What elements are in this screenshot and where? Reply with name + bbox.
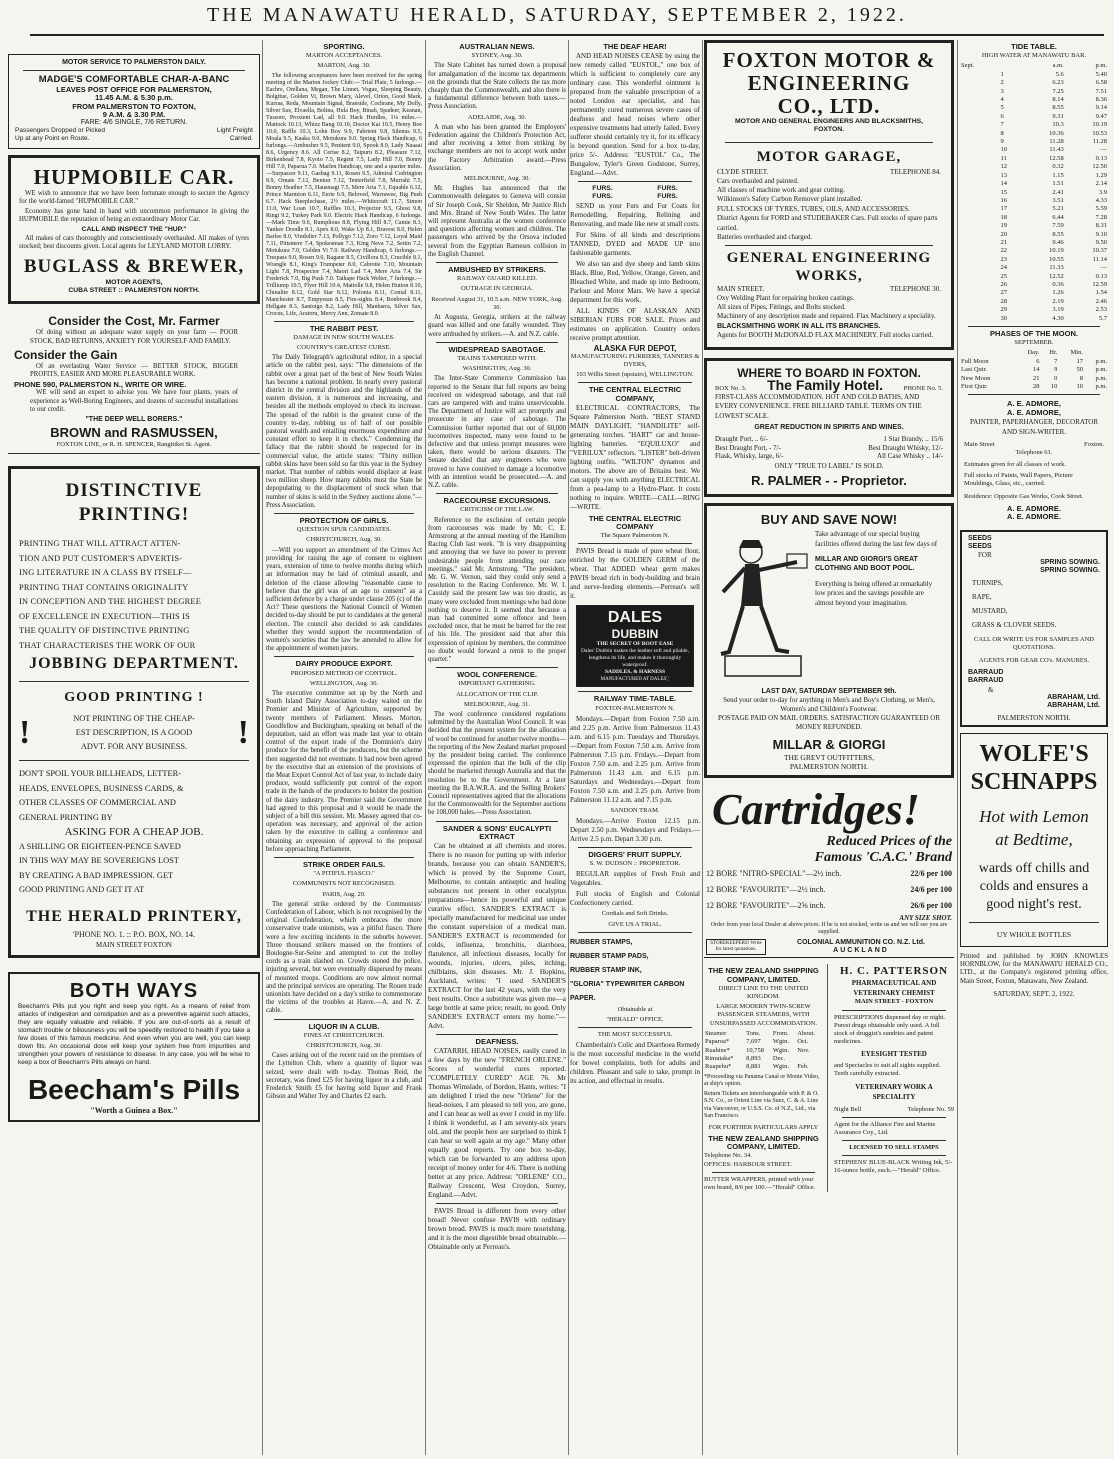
tide-row [960, 138, 1108, 146]
tide-cell [960, 163, 999, 171]
ship-cell: Ruahine* [705, 1046, 730, 1054]
tide-cell [960, 264, 999, 272]
tide-cell: 5.59 [1095, 205, 1107, 213]
tide-cell: 9.10 [1095, 230, 1107, 238]
tide-cell: 10.53 [1092, 129, 1107, 137]
tide-row [960, 306, 1108, 314]
tide-row [960, 88, 1108, 96]
tide-cell [960, 71, 999, 79]
tide-cell: 2.14 [1095, 180, 1107, 188]
masthead-rule [30, 34, 1104, 36]
tide-cell [960, 146, 999, 154]
moon-cell: 21 [1032, 374, 1040, 382]
ship-header: About. [797, 1029, 816, 1037]
tide-table: Sept. a.m. p.m. 1 5.6 5.40 2 6.23 6.58 3 7.25 7.51 4 8.14 8.36 5 8.55 9.14 6 9.31 9.47 7 10.3 10.19 8 10.36 10.53 9 11.28 11.28 10 11.43 — 11 12.58 0.13 12 0.32 12.50 13 1.15 1.29 14 1.51 2.14 15 2.41 3.9 16 3.51 4.33 17 5.21 5.59 18 6.44 7.28 19 7.59 8.31 20 8.55 9.10 21 9.46 9.50 22 10.19 10.37 23 10.55 11.14 24 11.33 — 25 12.52 0.13 26 0.36 12.59 27 1.26 1.54 28 2.19 2.46 29 3.19 2.53 30 4.30 5.7 [961, 62, 1107, 322]
ship-cell: Ruapehu* [705, 1063, 732, 1071]
moon-cell: 6 [1036, 357, 1040, 365]
tide-cell: 5.7 [1098, 314, 1107, 322]
tide-cell: 18 [1000, 213, 1007, 221]
column-rule [425, 40, 426, 1455]
printing-line: IN CONCEPTION AND THE HIGHEST DEGREE [19, 597, 202, 607]
tide-cell [960, 113, 999, 121]
moon-cell [960, 349, 1016, 357]
ship-cell: Wgtn. [772, 1038, 789, 1046]
steamer-table [704, 1030, 823, 1072]
seed-item: GRASS & CLOVER SEEDS. [972, 620, 1057, 629]
column-rule [957, 40, 958, 1455]
tide-cell: 9.31 [1052, 112, 1064, 120]
tide-cell [960, 205, 999, 213]
printing-line: OF EXCELLENCE IN EXECUTION—THIS IS [19, 611, 191, 621]
tide-cell: 3.51 [1052, 196, 1064, 204]
tide-cell: 9.47 [1095, 112, 1107, 120]
tide-row [960, 264, 1108, 272]
tide-cell: 12.58 [1049, 154, 1064, 162]
tide-cell: 12 [1000, 163, 1007, 171]
column-3: AUSTRALIAN NEWS. SYDNEY, Aug. 30. The State Cabinet has turned down a proposal for amalgamation of the income tax departments on the grounds that the State collects the tax more cheaply than the Commonwealth, and also there is a fundamental difference between both taxes.—Press Association. ADELAIDE, Aug. 30. A man who has been granted the Employers' Federation against the Children's Protection Act, and after receiving a letter from striking by exchange members are not to accept work under the Factory Arbitration award.—Press Association. MELBOURNE, Aug. 30. Mr. Hughes has announced that the Commonwealth delegates to Geneva will consist of Sir Joseph Cook, Sir Sheldon, Mr Justice Rich and Mrs. Brand of New South Wales. The latter will represent Australia at the women conference and questions affecting women and children. The passengers who arrived by the Orsova included several from the Egyptian Rameses collision in the English Channel. AMBUSHED BY STRIKERS. RAILWAY GUARD KILLED. OUTRAGE IN GEORGIA. Received August 31, 10.5 a.m. NEW YORK, Aug. 30. At Augusta, Georgia, strikers at the railway guard was killed and one fatally wounded. They were ambushed by strikers.—A. and N.Z. cable. WIDESPREAD SABOTAGE. TRAINS TAMPERED WITH. WASHINGTON, Aug. 30. The Inter-State Commerce Commission has reported to the Senate that full reports are being received on widespread sabotage, and that rail cars are tampered with and trains unserviceable. The Department of Justice will act promptly and prosecute in any case of sabotage. The Commission further reported that out of 60,000 locomotives inspected, many were found to be defective and that unless prompt measures were taken, there would be serious disasters. The Senate decided that any engineers who were proved to have connived to damage a locomotive with an intention would be prosecuted.—A. and N.Z. cable. RACECOURSE EXCURSIONS. CRITICISM OF THE LAW. Reference to the exclusion of certain people from racecourses was made by Mr. C. E. Armstrong at the annual meeting of the Hamilton Racing Club last week. "It is very disappointing and annoying that we have no power to prevent undesirable people from attending our race meetings," said Mr. Armstrong. "The president, Mr. G. W. Vernon, said they could only send a resolution to the Racing Conference. Mr. W. I. Cassidy said the present law was too drastic, as many were excluded from meetings who had done nothing to deserve it. It seemed that because a man had committed some offence and been excluded once, that he must be barred for the rest of his life. The president said that after this expression of opinion by members, the committee no doubt would forward a remit to the proper quarter." WOOL CONFERENCE. IMPORTANT GATHERING. ALLOCATION OF THE CLIP. MELBOURNE, Aug. 31. The wool conference considered regulations submitted by the Australian Wool Council. It was decided that the present system for the allocation of wool be continued for another twelve months—the reporting of the New Zealand market proposed by the president being carried. The conference expressed the opinion that the bulk of the clip should be marketed through Australia and that the resolution be to the Government. At a later meeting the B.A.W.R.A. and the Selling Brokers' Council representatives agreed that the allocations for the Commonwealth for the September auctions be 108,000 bales.—Press Association. SANDER & SONS' EUCALYPTI EXTRACT Can be obtained at all chemists and stores. There is no reason for putting up with inferior brands, because you can obtain SANDER'S, which is proved by the Supreme Court, Melbourne, to contain antiseptic and healing substances not present in other eucalyptus preparations—hence its powerful and unique curative effect. SANDER'S EXTRACT is specially manufactured for medicinal use under the constant supervision of a medical man. SANDER'S EXTRACT is recommended for colds, influenza, bronchitis, diarrhoea, flatulence, all infectious diseases, locally for wounds, injuries, ulcers, piles, itching, chilblains, skin diseases. Mr. J. Hopkins, Auckland, writes: "I used SANDER'S EXTRACT for the last 42 years, with the very best results. Once a substitute was given me—a large bottle at same price; result, no good. Only SANDER'S EXTRACT enters my home."—Advt. DEAFNESS. CATARRH, HEAD NOISES, easily cured in a few days by the new "FRENCH ORLENE." Scores of wonderful cures reported. "COMPLETELY CURED" AGE 76. Mr Thomas Wimslade, of Bordon, Hants, writes: "I am delighted I tried the new "Orlene" for the head-noises, I am pleased to tell you, are gone, and I can hear as well as ever I could in my life. I think it wonderful, as I am seventy-six years old, and the people here are surprised to think I can hear so well again at my age." Many other equally good reports. Try one box to-day, which can be forwarded to any address upon receipt of money order for 4/6. There is nothing better at any price. Address: "ORLENE" CO., Railway Crescent, West Croydon, Surrey, England.—Advt. PAVIS Bread is different from every other bread! Never confuse PAVIS with ordinary brown bread. PAVIS is much more nourishing, and it is the most digestible bread obtainable.—Obtainable only at Perreau's. [428, 42, 566, 1252]
tide-cell: 22 [1000, 247, 1007, 255]
tide-cell [960, 239, 999, 247]
tide-cell [960, 121, 999, 129]
tide-cell: 23 [1000, 255, 1007, 263]
tide-row [960, 197, 1108, 205]
tide-row [960, 104, 1108, 112]
tide-row [960, 189, 1108, 197]
tide-cell [960, 79, 999, 87]
printing-line: ING LITERATURE IN A CLASS BY ITSELF— [19, 568, 192, 578]
tide-row [960, 96, 1108, 104]
moon-cell: p.m. [1095, 366, 1107, 374]
column-2: SPORTING. MARTON ACCEPTANCES. MARTON, Aug. 30. The following acceptances have been received for the spring meeting of the Marton Jockey Club:— Trial Plate, 5 furlongs.—Eachre, Orellana, Megan, The Linnet, Vogue, Sleeping Beauty, Bolgitue, Golden Vi, Brown Mary, Alevel, Orion, Good Mark, Kurraa, Reda, Mountain Signal, Braeside, Cochrane, My Dolly, Silver Sax, Elvaella, Bolina, Hula Boy, Binah, Spadeer, Keanan, Tussore, Proxient Lad, all 9.0. Hack Hurdles, 1¼ miles.—Mattock 10.13, Whizz Bang 10.10, Doctor Kai 10.5, Henry Boe 10.0, Raffle 10.3, Lohn Boy 9.9, Fabrient 9.8, Silenus 9.5, Moala 9.5, Kaaka 9.0, Motukura 9.0. Spring Hack Handicap, 6 furlongs.—Ambusher 9.5, Penitent 9.0, Spook 8.9, Lady Naaaai 8.6, Urgency 8.6. All Cerise 8.2, Taipuru 8.2, Pleasure 7.12, Birkenhead 7.8, Kyoto 7.5, Regent 7.5, Lady Hill 7.0, Bonny Hill 7.0, Paparua 7.0. Marlen Handicap, one and a quarter miles.—Surpassor 9.11, Gasbag 9.11, Rosen 9.5, Admiral Codrington 8.9, Ornate 7.12, Benton 7.12, Tenterfield 7.8, Murrahi 7.5, Bonny Heather 7.5, Hausmagi 7.5, Mere Aria 7.1, Equable 6.12, Prince Marmion 6.11, Eerie 6.9, Beloved, Warrawee, Big Push 6.7. Hack Steeplechase, 2½ miles.—Whitecraft 11.7, Simon 11.0, War Loan 10.7, Raffles 10.3, Projector 9.5, Ghost 9.8, Ringi 9.2, Turkey Park 9.0. Electric Hack Handicap, 6 furlongs.—Mark Time 9.6, Rumplious 8.8, Flying Hill 8.7, Camie 8.3, Yankee Doodle 8.1, Apex 8.0, Wake Up 8.1, Bravest 8.0, Helen Barlee 8.0, Vindolier 7.13, Pollygo 7.12, Zoro 7.12, Loyal Maid 7.11, Pittsmere 7.4, Spokesman 7.3, King Neva 7.2, Seitin 7.2, Motukura 7.0, Golden Vi 7.0. Railway Handicap, 6 furlongs.—Trespass 9.0, Rosen 9.0, Ragane 8.5, Civillora 8.3, Crucible 8.1, Wrangle 8.1, King's Trumpeter 8.0, Cabrotie 7.10, Mountain Light 7.8, Prospector 7.4, Maori Lad 7.4, Mere Aria 7.4, Sir Frederick 7.0, Big Push 7.0. Taihape Hack Welter, 7 furlongs.—Trilliump 10.5, Flyer Hill 10.4, Mattolle 9.8, Helen Hutton 8.10, Chinalite 8.12, Gold Star 8.12, Polonia 8.11, Conial 8.11, Manchester 8.7, Empyrean 8.5, Fire-sights 8.4, Bonbrook 8.4, Hellgate 8.3, Santoigo 8.2, Lady Hill, Manbarra, Silver Sax, Crocus, Life, Aratoru, Mercy Ann, Zomate 8.0. THE RABBIT PEST. DAMAGE IN NEW SOUTH WALES. COUNTRY'S GREATEST CURSE. The Daily Telegraph's agricultural editor, in a special article on the rabbit pest, says: "The dimensions of the rabbit over a great part of the best of New South Wales has become a national problem. In nearly every pastoral district in the central division and the highlands of the eastern division, it is numerous and increasing, and besides all the methods employed to check its increase. The spread of the rabbit is the greatest curse of the country to-day, robbing us of half of our possible pastoral wealth and entailing enormous expenditure and constant effort to keep it in check." Condemning the fallacy that the rabbit should be respected for its commercial value, the article states: "Thirty million rabbit skins have been sold so far this year in the Sydney market. That number of rabbits would displace at least two million sheep. How many rabbits must the State be depopulating to the displacement of stock when that number of skins is sold in the Sydney auctions alone."—Press Association. PROTECTION OF GIRLS. QUESTION SPUR CANDIDATES. CHRISTCHURCH, Aug. 30. —Will you support an amendment of the Crimes Act providing for raising the age of consent to eighteen years, extension of time to twelve months during which an information may be laid of criminal assault, and deletion of the clause allowing "reasonable cause to believe that the girl was of an age to consent" as a sufficient defence by a charge under clause 205 (c) of the Act? These questions the National Council of Women decided to-day should be put to candidates at the general election. The council also decided to ask candidates whether they would support the recommendation of women's societies that the law be amended to allow for the appointment of women jurors. DAIRY PRODUCE EXPORT. PROPOSED METHOD OF CONTROL. WELLINGTON, Aug. 30. The executive committee set up by the North and South Island Dairy Association to-day waited on the Premier and Minister of Agriculture, supported by twenty members of Parliament. Messrs. Morton, Goodfellow and Buckingham, speaking on behalf of the deputation, said an effort was made last year to obtain control of the export trade of the Dominion's dairy produce for the benefit of the producers, but the scheme then suggested did not eventuate. It had now been agreed by the executive that an extension of the provisions of the Meat Export Control Act of last year, to include dairy produce, would sufficiently put control of the export trade in the hands of the producers to bolster the position of the dairy industry. The Premier said the Government had agreed to this proposal and it would be made the subject of a bill this session. Mr. Massey agreed that co-operation was necessary, and approval of the action taken by the executive in calling a conference and obtaining an expression of approval to the proposal before approaching Parliament. STRIKE ORDER FAILS. "A PITIFUL FIASCO." COMMUNISTS NOT RECOGNISED. PARIS, Aug. 29. The general strike ordered by the Communists' Confederation of Labour, which is not recognised by the original Confederation, which embraces the more conservative trade unionists, was a pitiful fiasco. There were a few exciting incidents in the suburbs however. Three thousand strikers massed on the frontiers of Boulogne-Sur-Seine and attempted to cut the trolley cords as a train slashed on. Crowds stoned the police, injuring several, but were eventually dispersed by means of mounted troops. Conditions are now almost normal and the principal services are operating. The Rouen trade unionists have decided on a day's strike to commemorate the victims of the troubles at Havre.—A. and N. Z. cable. LIQUOR IN A CLUB. FINES AT CHRISTCHURCH. CHRISTCHURCH, Aug. 30. Cases arising out of the recent raid on the premises of the Lyttelton Club, where a quantity of liquor was seized, were dealt with to-day. Thomas Reid, the secretary, was fined £25 for having liquor in a club, and Frederick Smith £5 for having sold liquor and Frank Gibson and Walter Tey and Charles £2 each. [266, 42, 422, 1101]
tide-cell: 10.37 [1092, 247, 1107, 255]
tide-cell [960, 273, 999, 281]
column-1 [8, 40, 260, 1455]
tide-cell: 28 [1000, 297, 1007, 305]
printing-line: BY CREATING A BAD IMPRESSION. GET [19, 870, 174, 880]
tide-row [960, 71, 1108, 79]
tide-cell: 9.50 [1095, 238, 1107, 246]
tide-cell [960, 180, 999, 188]
tide-cell: 6.23 [1052, 79, 1064, 87]
tide-cell: 6 [1000, 112, 1004, 120]
tide-cell: 12.50 [1092, 163, 1107, 171]
beecham-pills-ad: BOTH WAYS Beecham's Pills put you right and keep you right. As a means of relief from attacks of indigestion and constipation and as a preventive against such attacks, they are equally valuable and reliable. If you are out-of-sorts as a result of stomach trouble or biliousness you will be speedily restored to health if you take a few doses of this famous medicine. And even when you are well, you can keep down fits. An occasional dose will keep your system free from impurities and strengthen your powers of resistance to disease. In any case, you will be wise to keep a box of Beecham's Pills always on hand. Beecham's Pills "Worth a Guinea a Box." [8, 972, 260, 1122]
column-4: THE DEAF HEAR! AND HEAD NOISES CEASE by using the new remedy called "EUSTOL," one box of which is sufficient to completely cure any ordinary case. This wonderful ointment is prepared from the valuable prescription of a noted London ear specialist, and has permanently cured numerous severe cases of deafness and head noises where other expensive treatments had utterly failed. Every sufferer should certainly try it, for its efficacy is beyond question. Send for a box to-day, price 5/-. Address: "EUSTOL" Co., The Bungalow, Tyler's Green Godstone, Surrey, England.—Advt. FURS. FURS. FURS. FURS. SEND us your Furs and Fur Coats for Remodelling, Repairing, Relining and Renovating, and made like new at small costs. Fur Skins of all kinds and descriptions TANNED, DYED and MADE UP into fashionable garments. We also tan and dye sheep and lamb skins Black, Blue, Red, Yellow, Orange, Green, and Bleached White, and made up into Bedroom, Parlour and Motor Mats. We have a special department for this work. ALL KINDS OF ALASKAN AND SIBERIAN FURS FOR SALE. Prices and estimates on application. Country orders receive prompt attention. ALASKA FUR DEPOT, MANUFACTURING FURRIERS, TANNERS & DYERS, 103 Willis Street (upstairs), WELLINGTON. THE CENTRAL ELECTRIC COMPANY, ELECTRICAL CONTRACTORS, The Square Palmerston North. "BEST STAND MAIN DAYLIGHT, "HANDILITE" self-generating torches. "HART" car and house-lighting batteries. "EQUILUXO" and "VERILUX" reflectors. "LISTER" belt-driven lighting outfits. "WILTON" dynamos and motors. The above are of Britains best. We can supply you with anything ELECTRICAL from a pea-lamp to a Hydro-Plant. It costs nothing to inquire. WRITE—CALL—RING—WRITE. THE CENTRAL ELECTRIC COMPANY The Square Palmerston N. PAVIS Bread is made of pure wheat flour, enriched by the GOLDEN GERM of the wheat. That ADDED wheat germ makes PAVIS bread rich in body-building and brain and nerve-feeding elements.—Perreau's sell it. DALES DUBBIN THE SECRET OF BOOT EASE Dales' Dubbin makes the leather soft and pliable, lengthens its life, and makes it thoroughly waterproof. SADDLES, & HARNESS MANUFACTURED AT DALES',' RAILWAY TIME-TABLE. FOXTON-PALMERSTON N. Mondays.—Depart from Foxton 7.50 a.m. and 2.25 p.m. Arrive from Palmerston 11.43 a.m. and 6.15 p.m. Tuesdays and Thursdays.—Depart from Foxton 7.50 a.m. Arrive from Palmerston 7.15 p.m. Fridays.—Depart from Foxton 7.50 a.m. and 2.25 p.m. Arrive from Palmerston 11.43 a.m. and 6.15 p.m. Saturdays and Wednesdays.—Depart from Foxton 7.50 a.m. and 2.25 p.m. Arrive from Palmerston 11.12 a.m. and 7.15 p.m. SANDON TRAM. Mondays.—Arrive Foxton 12.15 p.m. Depart 2.50 p.m. Wednesdays and Fridays.—Arrive 2.5 p.m. Depart 3.30 p.m. DIGGERS' FRUIT SUPPLY. S. W. DUDSON :: PROPRIETOR. REGULAR supplies of Fresh Fruit and Vegetables. Full stocks of English and Colonial Confectionery carried. Cordials and Soft Drinks. GIVE US A TRIAL. RUBBER STAMPS, RUBBER STAMP PADS, RUBBER STAMP INK, "GLORIA" TYPEWRITER CARBON PAPER. Obtainable at "HERALD" OFFICE. THE MOST SUCCESSFUL Chamberlain's Colic and Diarrhoea Remedy is the most successful medicine in the world for bowel complaints, both for adults and children. Pleasant and safe to take, prompt in its action, and effectual in results. [570, 42, 700, 1086]
tide-cell [960, 189, 999, 197]
ship-cell: 8,881 [746, 1063, 761, 1071]
ship-cell: 8,893 [746, 1054, 761, 1062]
tide-cell: 11 [1000, 154, 1007, 162]
tide-cell: 8 [1000, 129, 1004, 137]
moon-cell: 0 [1054, 374, 1058, 382]
moon-header: Day. [1027, 349, 1040, 357]
printing-line: PRINTING THAT WILL ATTRACT ATTEN- [19, 539, 181, 549]
tide-cell [960, 172, 999, 180]
ship-cell: Wgtn. [772, 1063, 789, 1071]
tide-cell: 26 [1000, 280, 1007, 288]
foxton-motor-ad: FOXTON MOTOR & ENGINEERING CO., LTD. MOTOR AND GENERAL ENGINEERS AND BLACKSMITHS, FOXTON. MOTOR GARAGE, CLYDE STREET. TELEPHONE 84. Cars overhauled and painted. All classes of machine work and gear cutting. Wilkinson's Safety Carbon Remover plant installed. FULL STOCKS OF TYRES, TUBES, OILS, AND ACCESSORIES. District Agents for FORD and STUDEBAKER Cars. Full stocks of spare parts carried. Batteries overhauled and charged. GENERAL ENGINEERING WORKS, MAIN STREET. TELEPHONE 30. Oxy Welding Plant for repairing broken castings. All sizes of Pipes, Fittings, and Bolts stocked. Machinery of any description made and repaired. Flax Machinery a speciality. BLACKSMITHING WORK IN ALL ITS BRANCHES. Agents for BOOTH McDONALD FLAX MACHINERY. Full stocks carried. [704, 40, 954, 350]
moon-cell: 28 [1032, 383, 1040, 391]
tide-cell: 2 [1000, 79, 1004, 87]
seed-item: RAPE, [972, 592, 992, 601]
tide-cell: 0.32 [1052, 163, 1064, 171]
tide-cell: 30 [1000, 314, 1007, 322]
ship-row [704, 1047, 823, 1055]
printing-line: THAT CHARACTERISES THE WORK OF OUR [19, 640, 196, 650]
tide-cell: 8.31 [1095, 222, 1107, 230]
tide-cell: 1 [1000, 70, 1004, 78]
tide-row [960, 155, 1108, 163]
tide-cell: 15 [1000, 188, 1007, 196]
moon-cell: New Moon [961, 374, 991, 382]
moon-cell: 17 [1076, 357, 1083, 365]
tide-cell: 0.13 [1095, 154, 1107, 162]
tide-cell: 9.14 [1095, 104, 1107, 112]
ship-cell: Oct. [797, 1038, 809, 1046]
tide-cell: 10.36 [1049, 129, 1064, 137]
tide-cell: 3.19 [1052, 306, 1064, 314]
printing-line: GENERAL PRINTING BY [19, 812, 113, 822]
ship-cell: Paparoa* [705, 1038, 730, 1046]
ship-cell: Rimutaka* [705, 1054, 734, 1062]
tide-cell: 24 [1000, 264, 1007, 272]
tide-cell [960, 222, 999, 230]
tide-cell: 4.30 [1052, 314, 1064, 322]
tide-cell: 6.44 [1052, 213, 1064, 221]
admore-painter-ad: A. E. ADMORE, A. E. ADMORE, PAINTER, PAPERHANGER, DECORATOR AND SIGN-WRITER. Main Street Foxton. Telephone 61. Estimates given for all classes of work. Full stocks of Paints, Wall Papers, Picture Mouldings, Glass, etc., carried. Residence: Opposite Gas Works, Cook Street. A. E. ADMORE. A. E. ADMORE. [964, 399, 1104, 522]
nz-shipping-ad: THE NEW ZEALAND SHIPPING COMPANY, LIMITED. DIRECT LINE TO THE UNITED KINGDOM. LARGE MODERN TWIN-SCREW PASSENGER STEAMERS, WITH UNSURPASSED ACCOMMODATION. Steamer Tons. From. About. Paparoa* 7,697 Wgtn. Oct. Ruahine* 10,758 Wgtn. Nov. Rimutaka* 8,893 Dec. Ruapehu* 8,881 Wgtn. Feb. *Proceeding via Panama Canal or Monte Video, at ship's option. Return Tickets are interchangeable with P. & O. S.N. Co., or Orient Line via Suez, C. & A. Line via Vancouver, or U.S.S. Co. of N.Z., Ltd., via San Francisco. FOR FURTHER PARTICULARS APPLY THE NEW ZEALAND SHIPPING COMPANY, LIMITED. Telephone No. 34. OFFICES: HARBOUR STREET. BUTTER WRAPPERS, printed with your own brand, 8/6 per 100.—"Herald" Office. [704, 964, 828, 1191]
tide-row [960, 231, 1108, 239]
brown-rasmussen-ad: Consider the Cost, Mr. Farmer Of doing without an adequate water supply on your farm — POOR STOCK, BAD RETURNS, ANXIETY FOR YOURSELF AND FAMILY. Consider the Gain Of an everlasting Water Service — BETTER STOCK, BIGGER PROFITS, EASIER AND MORE PLEASURABLE WORK. PHONE 590, PALMERSTON N., WRITE OR WIRE. WE will send an expert to advise you. We have four plants, years of experience as Well-Boring Engineers, and dozens of successful installations to our credit. "THE DEEP WELL BORERS." BROWN and RASMUSSEN, FOXTON LINE, or R. H. SPENCER, Rangitikei St. Agent. [8, 310, 260, 454]
ship-header: Tons. [746, 1029, 761, 1037]
tide-cell [960, 138, 999, 146]
tide-cell: 19 [1000, 222, 1007, 230]
tide-cell: 7.28 [1095, 213, 1107, 221]
tide-row [960, 146, 1108, 154]
ship-cell: 10,758 [746, 1046, 764, 1054]
moon-cell: p.m. [1095, 383, 1107, 391]
tide-row [960, 256, 1108, 264]
tide-cell: 5.6 [1055, 70, 1064, 78]
tide-cell: 11.33 [1049, 264, 1064, 272]
tide-row [960, 79, 1108, 87]
column-rule [702, 40, 703, 1455]
ship-cell: Wgtn. [772, 1046, 789, 1054]
tide-cell: 27 [1000, 289, 1007, 297]
tide-cell: 12.52 [1049, 272, 1064, 280]
herald-printery-ad: DISTINCTIVE PRINTING! PRINTING THAT WILL ATTRACT ATTEN- TION AND PUT CUSTOMER'S ADVERTIS- ING LITERATURE IN A CLASS BY ITSELF— PRINTING THAT CONTAINS ORIGINALITY IN CONCEPTION AND THE HIGHEST DEGREE OF EXCELLENCE IN EXECUTION—THIS IS THE QUALITY OF DISTINCTIVE PRINTING THAT CHARACTERISES THE WORK OF OUR JOBBING DEPARTMENT. GOOD PRINTING ! ! NOT PRINTING OF THE CHEAP- EST DESCRIPTION, IS A GOOD ADVT. FOR ANY BUSINESS. ! DON'T SPOIL YOUR BILLHEADS, LETTER- HEADS, ENVELOPES, BUSINESS CARDS, & OTHER CLASSES OF COMMERCIAL AND GENERAL PRINTING BY ASKING FOR A CHEAP JOB. A SHILLING OR EIGHTEEN-PENCE SAVED IN THIS WAY MAY BE SOVEREIGNS LOST BY CREATING A BAD IMPRESSION. GET GOOD PRINTING AND GET IT AT THE HERALD PRINTERY, 'PHONE NO. 1. :: P.O. BOX, NO. 14. MAIN STREET FOXTON [8, 466, 260, 958]
printing-line: OTHER CLASSES OF COMMERCIAL AND [19, 798, 176, 808]
cartridges-ad: Cartridges! Reduced Prices of the Famous 'C.A.C.' Brand 12 BORE "NITRO-SPECIAL"—2½ inch. 22/6 per 100 12 BORE "FAVOURITE"—2½ inch. 24/6 per 100 12 BORE "FAVOURITE"—2⅝ inch. 26/6 per 100 ANY SIZE SHOT. Order from your local Dealer at above prices. If he is not stocked, write us and we will see you are supplied. STOREKEEPERS! Write for latest quotations. COLONIAL AMMUNITION CO. N.Z. Ltd. AUCKLAND [704, 784, 954, 959]
tide-cell: 12.59 [1092, 280, 1107, 288]
tide-cell: 20 [1000, 230, 1007, 238]
tide-cell [960, 130, 999, 138]
tide-cell: 6.58 [1095, 79, 1107, 87]
printing-line: DON'T SPOIL YOUR BILLHEADS, LETTER- [19, 769, 181, 779]
printing-line: THE QUALITY OF DISTINCTIVE PRINTING [19, 626, 190, 636]
tide-cell [960, 231, 999, 239]
tide-cell: 14 [1000, 180, 1007, 188]
tide-cell [960, 315, 999, 323]
tide-cell: 1.54 [1095, 289, 1107, 297]
moon-cell: 10 [1076, 383, 1083, 391]
moon-cell: Last Qutr. [961, 366, 987, 374]
tide-cell [960, 289, 999, 297]
tide-cell [960, 155, 999, 163]
tide-cell: 8.55 [1052, 230, 1064, 238]
moon-header: Hr. [1049, 349, 1058, 357]
printing-line: IN THIS WAY MAY BE SOVEREIGNS LOST [19, 856, 179, 866]
tide-cell: 11.43 [1049, 146, 1064, 154]
ship-row [704, 1038, 823, 1046]
tide-row [960, 214, 1108, 222]
moon-cell: 10 [1050, 383, 1058, 391]
tide-cell: 4.33 [1095, 196, 1107, 204]
tide-cell: 11.28 [1092, 138, 1107, 146]
tide-cell [960, 96, 999, 104]
tide-cell: 7.59 [1052, 222, 1064, 230]
tide-row [960, 163, 1108, 171]
tide-cell: 11.14 [1092, 255, 1107, 263]
tide-cell: 1.29 [1095, 171, 1107, 179]
moon-row [960, 383, 1108, 391]
tide-cell: 2.41 [1052, 188, 1064, 196]
tide-cell [960, 247, 999, 255]
moon-cell: 9 [1054, 366, 1058, 374]
shopping-man-illustration [715, 534, 815, 684]
moon-row [960, 366, 1108, 374]
moon-cell: 14 [1032, 366, 1040, 374]
tide-cell [960, 104, 999, 112]
family-hotel-ad: WHERE TO BOARD IN FOXTON. BOX No. 3. The Family Hotel. PHONE No. 5. FIRST-CLASS ACCOMMODATION. HOT AND COLD BATHS, AND EVERY CONVENIENCE. FREE BILLIARD TABLE. TERMS ON THE LOWEST SCALE. GREAT REDUCTION IN SPIRITS AND WINES. Draught Port, .. 6/- 1 Star Brandy, .. 15/6 Best Draught Port, - 7/- Best Draught Whisky, 12/- Flask, Whisky, large, 6/- All Case Whisky .. 14/- ONLY "TRUE TO LABEL" IS SOLD. R. PALMER - - Proprietor. [704, 358, 954, 497]
tide-cell: 11.28 [1049, 138, 1064, 146]
moon-cell: 50 [1076, 366, 1083, 374]
tide-cell: 10.3 [1052, 121, 1064, 129]
tide-cell [960, 306, 999, 314]
tide-cell: 3 [1000, 87, 1004, 95]
seed-item: MUSTARD, [972, 606, 1008, 615]
tide-cell: 10.55 [1049, 255, 1064, 263]
printing-line: ASKING FOR A CHEAP JOB. [64, 826, 204, 839]
printing-line: TION AND PUT CUSTOMER'S ADVERTIS- [19, 553, 183, 563]
hupmobile-ad: HUPMOBILE CAR. WE wish to announce that we have been fortunate enough to secure the Agency for the world-famed "HUPMOBILE CAR." Economy has gone hand in hand with uncommon performance in giving the HUPMOBILE the reputation of being an extraordinary Motor Car. CALL AND INSPECT THE "HUP." All makes of cars thoroughly and conscientiously overhauled. All makes of tyres stocked; best discounts given. Local agents for LEYLAND MOTOR LORRY. BUGLASS & BREWER, MOTOR AGENTS, CUBA STREET :: PALMERSTON NORTH. [8, 155, 260, 305]
moon-table [960, 349, 1108, 391]
ship-header: Steamer [705, 1029, 727, 1037]
moon-row [960, 358, 1108, 366]
tide-cell: 7.25 [1052, 87, 1064, 95]
tide-row [960, 289, 1108, 297]
tide-cell [960, 298, 999, 306]
tide-cell: 9.46 [1052, 238, 1064, 246]
tide-cell: 13 [1000, 171, 1007, 179]
tide-row [960, 273, 1108, 281]
tide-cell [960, 88, 999, 96]
moon-cell: p.m. [1095, 374, 1107, 382]
moon-cell [1084, 349, 1108, 357]
moon-cell: 8 [1079, 374, 1083, 382]
ship-cell: 7,697 [746, 1038, 761, 1046]
wolfe-schnapps-ad: WOLFE'S SCHNAPPS Hot with Lemon at Bedtime, wards off chills and colds and ensures a good night's rest. UY WHOLE BOTTLES [960, 733, 1108, 946]
tide-cell: — [1100, 264, 1107, 272]
tide-row [960, 239, 1108, 247]
exclamation-icon: ! [237, 714, 249, 752]
tide-row [960, 130, 1108, 138]
tide-cell: 1.51 [1052, 180, 1064, 188]
ship-cell: Nov. [797, 1046, 810, 1054]
tide-cell [960, 281, 999, 289]
ship-row [704, 1055, 823, 1063]
tide-cell: 2.46 [1095, 297, 1107, 305]
tide-cell: 8.14 [1052, 96, 1064, 104]
tide-row [960, 180, 1108, 188]
tide-cell: — [1100, 146, 1107, 154]
tide-cell: 21 [1000, 238, 1007, 246]
tide-cell: 1.15 [1052, 171, 1064, 179]
tide-cell: 9 [1000, 138, 1004, 146]
tide-cell: 4 [1000, 96, 1004, 104]
moon-header: Min. [1070, 349, 1083, 357]
tide-row [960, 113, 1108, 121]
tide-cell: 5 [1000, 104, 1004, 112]
tide-row [960, 222, 1108, 230]
masthead: THE MANAWATU HERALD, SATURDAY, SEPTEMBER 2, 1922. [207, 4, 907, 26]
tide-row [960, 247, 1108, 255]
moon-cell: First Qutr. [961, 383, 988, 391]
barraud-seeds-ad: SEEDS SEEDS FOR SPRING SOWING. SPRING SOWING. TURNIPS, RAPE, MUSTARD, GRASS & CLOVER SEEDS. CALL OR WRITE US FOR SAMPLES AND QUOTATIONS. AGENTS FOR GEAR CO's. MANURES. BARRAUD BARRAUD & ABRAHAM, Ltd. ABRAHAM, Ltd. PALMERSTON NORTH. [960, 530, 1108, 728]
tide-cell: 3.9 [1098, 188, 1107, 196]
ship-cell: Feb. [797, 1063, 809, 1071]
tide-row [960, 315, 1108, 323]
printing-line: PRINTING THAT CONTAINS ORIGINALITY [19, 582, 189, 592]
tide-cell: 16 [1000, 196, 1007, 204]
tide-row [960, 205, 1108, 213]
millar-giorgi-ad: BUY AND SAVE NOW! Take advantage of our special buying facilities offered during the last few days of MILLAR AND GIORGI'S GREAT CLOTHING AND BOOT POOL. Everything is being offered at remarkably low prices and the savings possible are almost beyond your imagination. LAST DAY, SATURDAY SEPTEMBER 9th. Send your order to-day for anything in Men's and Boy's Clothing, or Men's, Women's and Children's Footwear. POSTAGE PAID ON MAIL ORDERS. SATISFACTION GUARANTEED OR MONEY REFUNDED. MILLAR & GIORGI THE GREVT OUTFITTERS, PALMERSTON NORTH. [704, 503, 954, 778]
tide-cell: 25 [1000, 272, 1007, 280]
tide-cell: 2.53 [1095, 306, 1107, 314]
tide-row [960, 121, 1108, 129]
column-6: TIDE TABLE. HIGH WATER AT MANAWATU BAR. Sept. a.m. p.m. 1 5.6 5.40 2 6.23 6.58 3 7.25 7.51 4 8.14 8.36 5 8.55 9.14 6 9.31 9.47 7 10.3 10.19 8 10.36 10.53 9 11.28 11.28 10 11.43 — 11 12.58 0.13 12 0.32 12.50 13 1.15 1.29 14 1.51 2.14 15 2.41 3.9 16 3.51 4.33 17 5.21 5.59 18 6.44 7.28 19 7.59 8.31 20 8.55 9.10 21 9.46 9.50 22 10.19 10.37 23 10.55 11.14 24 11.33 — 25 12.52 0.13 26 0.36 12.59 27 1.26 1.54 28 2.19 2.46 29 3.19 2.53 30 4.30 5.7 PHASES OF THE MOON. SEPTEMBER. Day. Hr. Min. Full Moon 6 7 17 p.m. Last Qutr. 14 9 50 p.m. New Moon 21 0 8 p.m. First Qutr. 28 10 10 p.m. A. E. ADMORE, A. E. ADMORE, PAINTER, PAPERHANGER, DECORATOR AND SIGN-WRITER. Main Street Foxton. Telephone 61. Estimates given for all classes of work. Full stocks of Paints, Wall Papers, Picture Mouldings, Glass, etc., carried. Residence: Opposite Gas Works, Cook Street. A. E. ADMORE. A. E. ADMORE. SEEDS SEEDS FOR SPRING SOWING. SPRING SOWING. TURNIPS, RAPE, MUSTARD, GRASS & CLOVER SEEDS. CALL OR WRITE US FOR SAMPLES AND QUOTATIONS. AGENTS FOR GEAR CO's. MANURES. BARRAUD BARRAUD & ABRAHAM, Ltd. ABRAHAM, Ltd. PALMERSTON NORTH. WOLFE'S SCHNAPPS Hot with Lemon at Bedtime, wards off chills and colds and ensures a good night's rest. UY WHOLE BOTTLES Printed and published by JOHN KNOWLES HORNBLOW, for the MANAWATU HERALD CO., LTD., at the Company's registered printing office, Main Street, Foxton, Manawatu, New Zealand. SATURDAY, SEPT. 2, 1922. [960, 42, 1108, 999]
tide-cell: 5.21 [1052, 205, 1064, 213]
ship-cell [796, 1055, 823, 1063]
tide-cell [960, 256, 999, 264]
tide-cell: 8.55 [1052, 104, 1064, 112]
moon-cell: p.m. [1095, 357, 1107, 365]
column-5 [704, 40, 954, 1455]
column-rule [568, 40, 569, 1455]
tide-row [960, 298, 1108, 306]
tide-cell [960, 197, 999, 205]
printing-line: A SHILLING OR EIGHTEEN-PENCE SAVED [19, 841, 181, 851]
imprint: Printed and published by JOHN KNOWLES HORNBLOW, for the MANAWATU HERALD CO., LTD., at the Company's registered printing office, Main Street, Foxton, Manawatu, New Zealand. [960, 952, 1108, 985]
column-rule [262, 40, 263, 1455]
tide-cell: 5.40 [1095, 70, 1107, 78]
tide-cell: 0.36 [1052, 280, 1064, 288]
tide-cell: 29 [1000, 306, 1007, 314]
moon-row [960, 375, 1108, 383]
printing-line: HEADS, ENVELOPES, BUSINESS CARDS, & [19, 783, 184, 793]
ship-row [704, 1063, 823, 1071]
tide-cell: 8.36 [1095, 96, 1107, 104]
dales-dubbin-ad: DALES DUBBIN THE SECRET OF BOOT EASE Dales' Dubbin makes the leather soft and pliable, lengthens its life, and makes it thoroughly waterproof. SADDLES, & HARNESS MANUFACTURED AT DALES',' [576, 605, 694, 687]
tide-cell: 10.19 [1049, 247, 1064, 255]
tide-cell: 10.19 [1092, 121, 1107, 129]
tide-cell: 7.51 [1095, 87, 1107, 95]
tide-cell [960, 214, 999, 222]
tide-row [960, 172, 1108, 180]
moon-cell: Full Moon [961, 357, 989, 365]
printing-line: GOOD PRINTING AND GET IT AT [19, 885, 145, 895]
tide-cell: 1.26 [1052, 289, 1064, 297]
tide-cell: 10 [1000, 146, 1007, 154]
patterson-chemist-ad: H. C. PATTERSON PHARMACEUTICAL AND VETERINARY CHEMIST MAIN STREET - FOXTON PRESCRIPTIONS dispensed day or night. Purest drugs obtainable only used. A full stock of druggist's sundries and patent medicines. EYESIGHT TESTED and Spectacles to suit all sights supplied. Teeth carefully extracted. VETERINARY WORK A SPECIALITY Night Bell Telephone No. 59 Agent for the Alliance Fire and Marine Assurance Coy., Ltd. LICENSED TO SELL STAMPS STEPHENS' BLUE-BLACK Writing Ink, 5/- 16-ounce bottle, each.—"Herald" Office. [834, 965, 954, 1175]
seed-item: TURNIPS, [972, 578, 1003, 587]
madge-charabanc-ad: MOTOR SERVICE TO PALMERSTON DAILY. MADGE'S COMFORTABLE CHAR-A-BANC LEAVES POST OFFICE FOR PALMERSTON, 11.45 A.M. & 5.30 p.m. FROM PALMERSTON TO FOXTON, 9 A.M. & 3.30 P.M. FARE: 4/6 SINGLE, 7/6 RETURN. Passengers Dropped or Picked Light Freight Up at any Point en Route. Carried. [8, 54, 260, 149]
issue-date: SATURDAY, SEPT. 2, 1922. [993, 990, 1075, 999]
moon-cell: 7 [1054, 357, 1058, 365]
tide-row [960, 281, 1108, 289]
tide-cell: 17 [1000, 205, 1007, 213]
tide-cell: 0.13 [1095, 272, 1107, 280]
exclamation-icon: ! [19, 714, 31, 752]
ship-header: From. [772, 1029, 789, 1037]
tide-cell: 7 [1000, 121, 1004, 129]
ship-cell: Dec. [772, 1054, 785, 1062]
tide-cell: 2.19 [1052, 297, 1064, 305]
